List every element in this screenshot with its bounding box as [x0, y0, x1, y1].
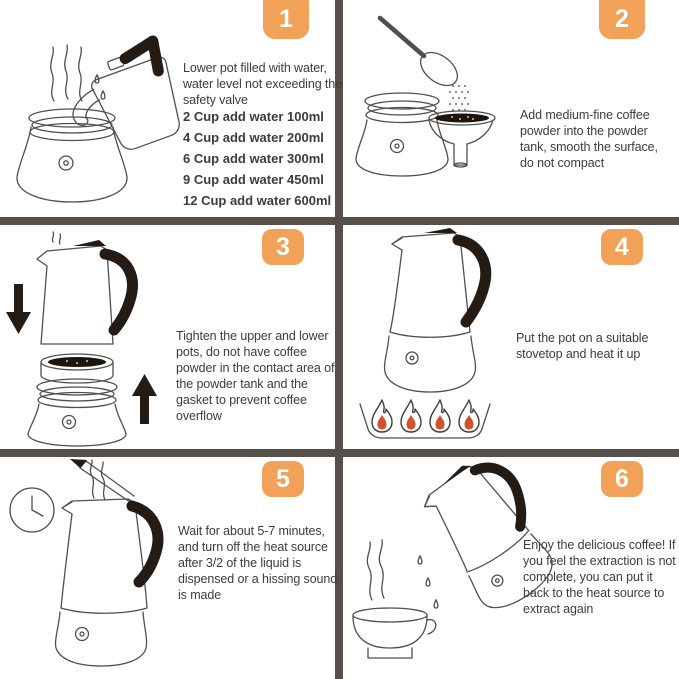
coffee-filling-icon — [352, 8, 512, 178]
step-1-badge: 1 — [263, 0, 309, 39]
step-1-instruction: Lower pot filled with water, water level not exceeding the safety valve — [183, 61, 343, 107]
lower-pot-icon — [356, 93, 448, 176]
falling-powder-icon — [449, 85, 469, 111]
steam-icon — [51, 45, 82, 101]
flame-icons — [372, 400, 479, 432]
step-3-badge: 3 — [262, 229, 304, 265]
moka-pot-icon — [56, 499, 147, 666]
pouring-coffee-icon — [342, 460, 557, 678]
spoon-icon — [380, 18, 464, 92]
step-5-instruction: Wait for about 5-7 minutes, and turn off the heat source after 3/2 of the liquid is dispensed or a hissing sound is made — [178, 524, 338, 602]
up-arrow-icon — [132, 374, 157, 424]
down-arrow-icon — [6, 284, 31, 334]
pot-handle-icon — [132, 506, 158, 582]
tilted-pot-icon — [413, 460, 557, 618]
kettle-pouring-icon — [2, 5, 187, 210]
horizontal-divider-1 — [0, 217, 679, 225]
step-4-badge: 4 — [601, 229, 643, 265]
pot-lid-icon — [73, 240, 106, 246]
gooseneck-kettle-icon — [58, 39, 187, 165]
lower-pot-icon — [28, 379, 126, 446]
steam-icon — [367, 540, 384, 600]
step-2-badge: 2 — [599, 0, 645, 39]
horizontal-divider-2 — [0, 449, 679, 457]
open-lid-icon — [80, 461, 134, 502]
clock-icon — [10, 488, 54, 532]
moka-pot-icon — [385, 233, 476, 392]
water-level-9cup: 9 Cup add water 450ml — [183, 172, 324, 187]
water-level-4cup: 4 Cup add water 200ml — [183, 130, 324, 145]
pot-lid-icon — [441, 462, 471, 485]
coffee-grounds-icon — [435, 114, 489, 123]
step-5-badge: 5 — [262, 461, 304, 497]
step-3-instruction: Tighten the upper and lower pots, do not have coffee powder in the contact area of the powder tank and the gasket to prevent coffee overflow — [176, 329, 335, 423]
water-level-6cup: 6 Cup add water 300ml — [183, 151, 324, 166]
step-6-instruction: Enjoy the delicious coffee! If you feel the extraction is not complete, you can put it back to the heat source to extract again — [523, 538, 676, 616]
step-2-instruction: Add medium-fine coffee powder into the powder tank, smooth the surface, do not compact — [520, 108, 658, 170]
pot-assembly-icon — [3, 228, 173, 448]
steam-icon — [52, 232, 60, 244]
coffee-grounds-icon — [48, 357, 106, 367]
upper-pot-icon — [37, 246, 113, 344]
coffee-cup-icon — [353, 608, 436, 658]
pot-on-stove-icon — [352, 226, 512, 448]
pot-handle-icon — [475, 460, 536, 530]
pot-lid-icon — [424, 228, 457, 233]
coffee-drops-icon — [418, 556, 438, 608]
water-level-12cup: 12 Cup add water 600ml — [183, 193, 332, 208]
water-level-2cup: 2 Cup add water 100ml — [183, 109, 324, 124]
step-4-instruction: Put the pot on a suitable stovetop and heat it up — [516, 331, 649, 361]
step-1-water-levels — [183, 106, 348, 211]
waiting-pot-icon — [2, 458, 182, 678]
step-6-badge: 6 — [601, 461, 643, 497]
